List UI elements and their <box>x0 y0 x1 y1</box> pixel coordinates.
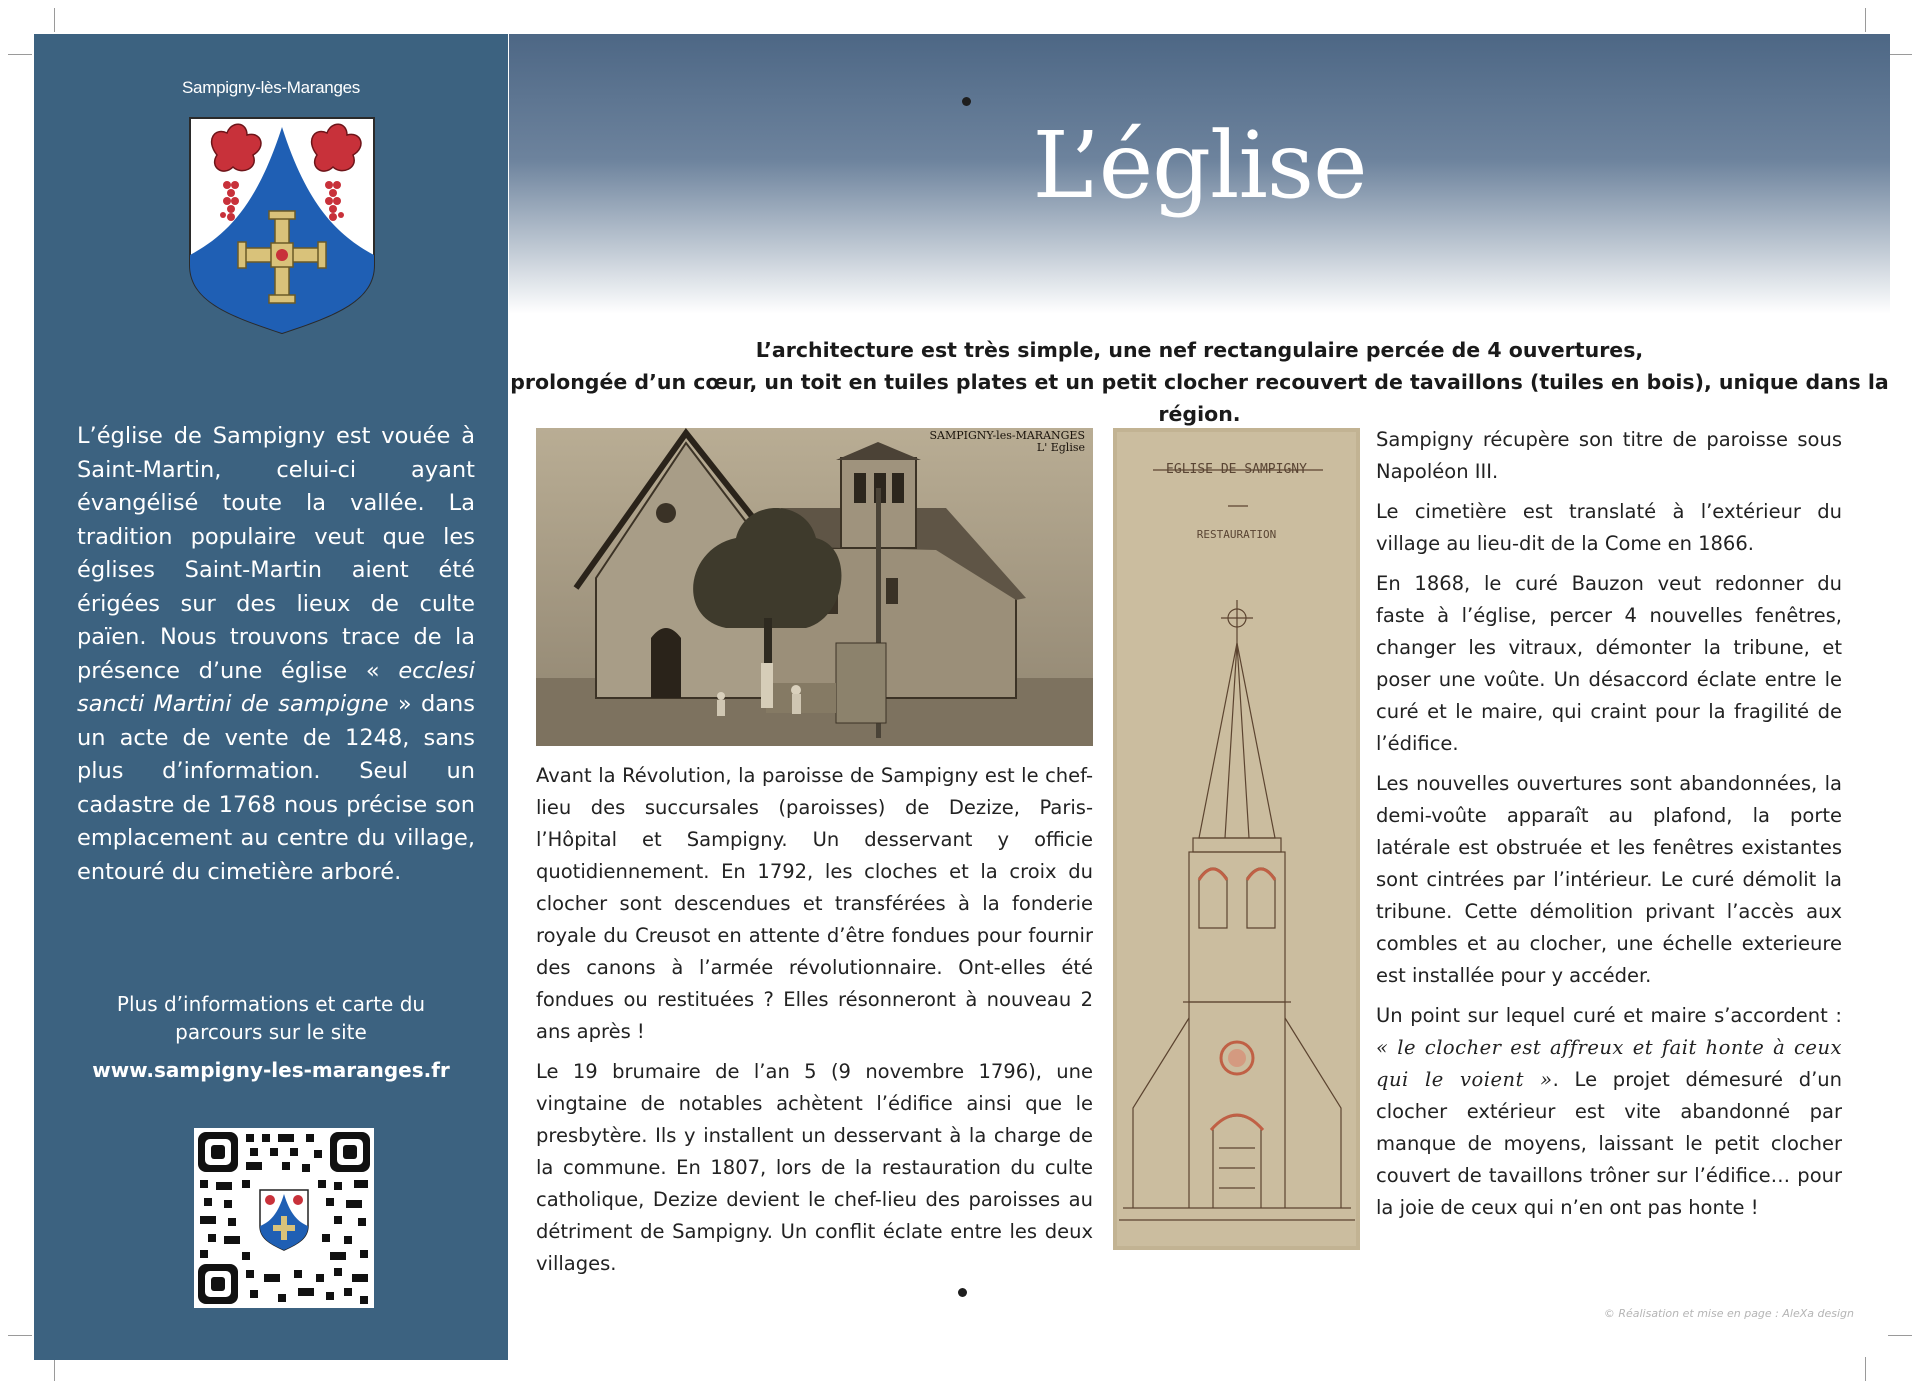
more-info-line1: Plus d’informations et carte du <box>116 992 426 1016</box>
crop-mark <box>8 54 32 55</box>
header-banner <box>509 34 1890 314</box>
crop-mark <box>1865 8 1866 32</box>
intro-line2: prolongée d’un cœur, un toit en tuiles plates et un petit clocher recouvert de tavaillons (tuiles en bois), unique dans la région. <box>510 370 1889 426</box>
sidebar-intro-part1: L’église de Sampigny est vouée à Saint-Martin, celui-ci ayant évangélisé toute la vallée. La tradition populaire veut que les églises Saint-Martin aient été érigées sur des lieux de culte païen. Nous trouvons trace de la présence d’une église « <box>77 423 475 684</box>
right-paragraph-5-end: . Le projet démesuré d’un clocher extérieur est vite abandonné par manque de moyens, laissant le petit clocher couvert de tavaillons trôner sur l’édifice… pour la joie de ceux qui n’en ont pas honte ! <box>1376 1068 1843 1219</box>
decorative-dot <box>962 97 971 106</box>
crop-mark <box>1888 1335 1912 1336</box>
drawing-label-title: EGLISE DE SAMPIGNY <box>1166 462 1307 477</box>
crop-mark <box>8 1335 32 1336</box>
right-column <box>1376 424 1842 1232</box>
more-info-line2: parcours sur le site <box>175 1020 367 1044</box>
design-credit: © Réalisation et mise en page : AleXa design <box>1603 1307 1854 1320</box>
crop-mark <box>1888 54 1912 55</box>
middle-paragraph-2: Le 19 brumaire de l’an 5 (9 novembre 1796), une vingtaine de notables achètent l’édifice ainsi que le presbytère. Ils y installent un desservant à la charge de la commune. En 1807, lors de la restauration du culte catholique, Dezize devient le chef-lieu des paroisses au détriment de Sampigny. Un conflit éclate entre les deux villages. <box>536 1060 1093 1275</box>
page-title: L’église <box>1032 112 1367 219</box>
commune-name: Sampigny-lès-Maranges <box>182 78 360 97</box>
coat-of-arms-icon <box>187 115 377 335</box>
bell-tower-illustration <box>1113 428 1360 1250</box>
church-photo <box>536 428 1093 746</box>
crop-mark <box>54 8 55 32</box>
photo-caption <box>930 430 1085 454</box>
sidebar-intro-latin: ecclesi sancti Martini de sampigne <box>77 657 475 717</box>
crop-mark <box>54 1357 55 1381</box>
right-paragraph-1: Sampigny récupère son titre de paroisse sous Napoléon III. <box>1376 428 1842 483</box>
church-photo-illustration <box>536 428 1093 746</box>
bell-tower-drawing <box>1113 428 1360 1250</box>
middle-paragraph-1: Avant la Révolution, la paroisse de Sampigny est le chef-lieu des succursales (paroisses) de Dezize, Paris-l’Hôpital et Sampigny. Un desservant y officie quotidiennement. En 1792, les cloches et la croix du clocher sont descendues et transférées à la fonderie royale du Creusot en attente d’être fondues pour fournir des canons à l’armée révolutionnaire. Ont-elles été fondues ou restituées ? Elles résonneront à nouveau 2 ans après ! <box>536 764 1093 1043</box>
drawing-label-subtitle: RESTAURATION <box>1196 528 1277 541</box>
crop-mark <box>1865 1357 1866 1381</box>
right-paragraph-4: Les nouvelles ouvertures sont abandonnées, la demi-voûte apparaît au plafond, la porte latérale est obstruée et les fenêtres existantes sont cintrées par l’intérieur. Le curé démolit la tribune. Cette démolition privant l’accès aux combles et au clocher, une échelle exterieure est installée pour y accéder. <box>1376 772 1842 987</box>
sidebar-intro-part2: » dans un acte de vente de 1248, sans plus d’information. Seul un cadastre de 1768 nous précise son emplacement au centre du village, entouré du cimetière arboré. <box>77 691 475 885</box>
quote-text: « le clocher est affreux et fait honte à ceux qui le voient » <box>1376 1036 1842 1091</box>
right-paragraph-3: En 1868, le curé Bauzon veut redonner du faste à l’église, percer 4 nouvelles fenêtres, changer les vitraux, démonter la tribune, et poser une voûte. Un désaccord éclate entre le curé et le maire, qui craint pour la fragilité de l’édifice. <box>1376 572 1842 755</box>
sidebar-intro-text <box>77 420 475 889</box>
sidebar <box>34 34 508 1360</box>
website-link[interactable]: www.sampigny-les-maranges.fr <box>92 1058 450 1082</box>
right-paragraph-5-start: Un point sur lequel curé et maire s’accordent : <box>1376 1004 1842 1027</box>
photo-caption-line1: SAMPIGNY-les-MARANGES <box>929 429 1085 442</box>
decorative-dot <box>958 1288 967 1297</box>
right-paragraph-2: Le cimetière est translaté à l’extérieur du village au lieu-dit de la Come en 1866. <box>1376 500 1842 555</box>
intro-text <box>509 334 1890 430</box>
more-info-text <box>34 990 508 1046</box>
intro-line1: L’architecture est très simple, une nef rectangulaire percée de 4 ouvertures, <box>755 338 1644 362</box>
qr-code-icon[interactable] <box>194 1128 374 1308</box>
right-paragraph-5 <box>1376 1000 1842 1224</box>
photo-caption-line2: L' Eglise <box>1036 441 1085 454</box>
middle-column <box>536 760 1093 1288</box>
